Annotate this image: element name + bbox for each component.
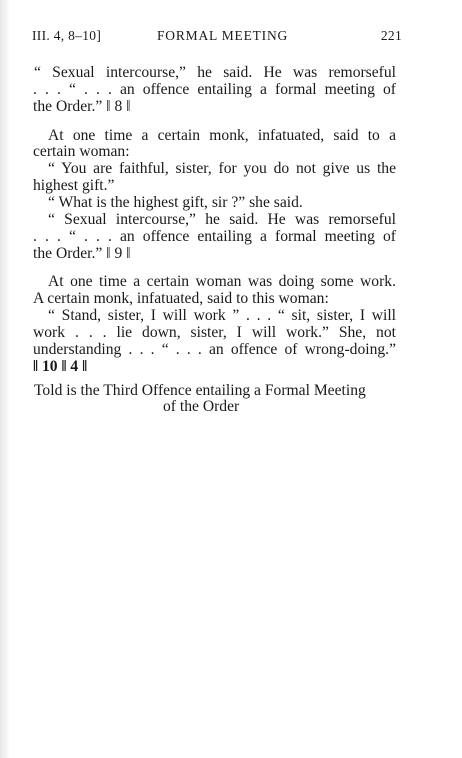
page-edge-shadow bbox=[0, 0, 10, 758]
text-line: At one time a certain woman was doing some work. bbox=[48, 273, 396, 290]
text-line: “ You are faithful, sister, for you do not give us the bbox=[48, 160, 396, 177]
text-line: the Order.” ‖ 9 ‖ bbox=[33, 245, 131, 262]
section-reference: III. 4, 8–10] bbox=[32, 28, 102, 43]
text-line: work . . . lie down, sister, I will work.” She, not bbox=[33, 324, 396, 341]
text-line: “ Stand, sister, I will work ” . . . “ sit, sister, I will bbox=[48, 307, 396, 324]
text-line: highest gift.” bbox=[33, 177, 115, 194]
text-line: . . . “ . . . an offence entailing a formal meeting of bbox=[33, 228, 396, 245]
closing-line: of the Order bbox=[163, 398, 240, 415]
text-line: “ Sexual intercourse,” he said. He was remorseful bbox=[48, 211, 396, 228]
text-line: “ Sexual intercourse,” he said. He was remorseful bbox=[34, 64, 396, 81]
text-line: certain woman: bbox=[33, 143, 130, 160]
text-line: At one time a certain monk, infatuated, said to a bbox=[48, 127, 396, 144]
closing-line: Told is the Third Offence entailing a Formal Meeting bbox=[34, 382, 366, 399]
text-line: ‖ 10 ‖ 4 ‖ bbox=[33, 358, 88, 375]
text-line: the Order.” ‖ 8 ‖ bbox=[33, 98, 131, 115]
text-line: “ What is the highest gift, sir ?” she said. bbox=[48, 194, 303, 211]
text-line: . . . “ . . . an offence entailing a formal meeting of bbox=[33, 81, 396, 98]
running-title: FORMAL MEETING bbox=[157, 28, 289, 43]
page-number: 221 bbox=[380, 28, 402, 43]
running-header bbox=[32, 28, 402, 52]
text-line: understanding . . . “ . . . an offence of wrong-doing.” bbox=[33, 341, 396, 358]
text-line: A certain monk, infatuated, said to this woman: bbox=[33, 290, 329, 307]
